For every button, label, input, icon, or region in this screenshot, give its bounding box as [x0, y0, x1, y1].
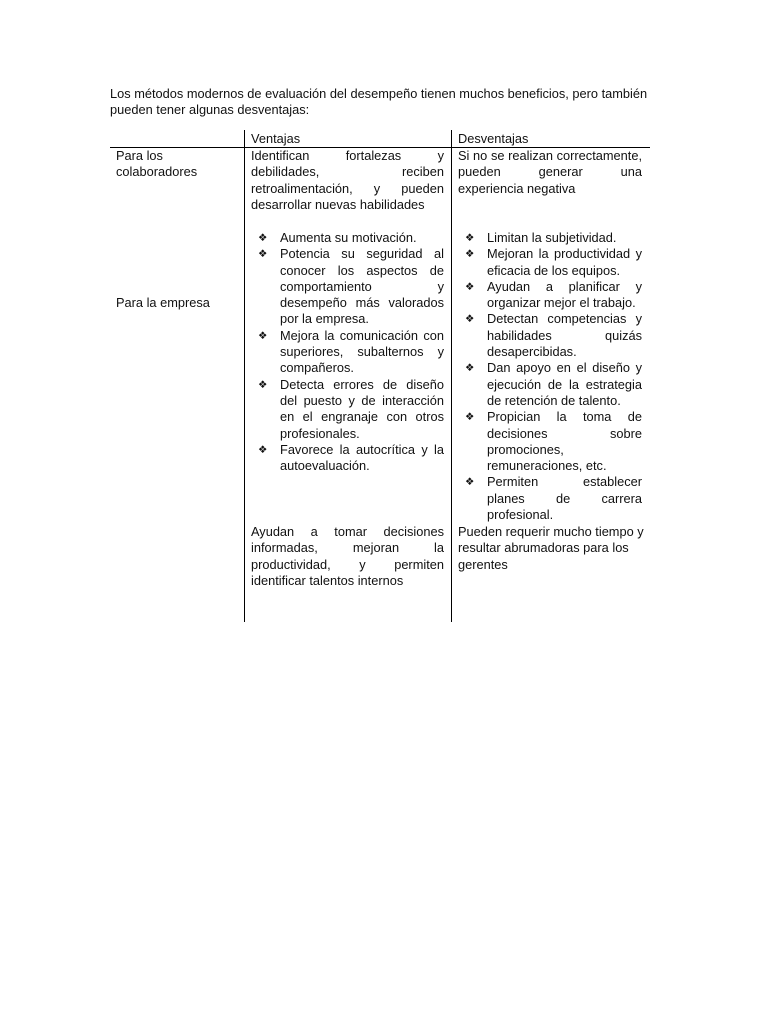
list-item: ❖ Limitan la subjetividad.: [465, 230, 617, 245]
column-divider-left: [244, 130, 245, 622]
list-item: ❖ Propician la toma de decisiones sobre promociones, remuneraciones, etc.: [465, 409, 642, 474]
list-item: ❖ Potencia su seguridad al conocer los aspectos de comportamiento y desempeño más valorados por la empresa.: [258, 246, 444, 327]
bullet-diamond-icon: ❖: [465, 232, 475, 244]
list-item: ❖ Mejoran la productividad y eficacia de los equipos.: [465, 246, 642, 278]
list-item: ❖ Favorece la autocrítica y la autoevaluación.: [258, 441, 444, 474]
bullet-diamond-icon: ❖: [258, 232, 268, 244]
ventajas-empresa-tail: identificar talentos internos: [251, 572, 404, 588]
ventajas-empresa-text: [251, 524, 444, 589]
header-ventajas: Ventajas: [251, 131, 301, 146]
bullet-diamond-icon: ❖: [465, 411, 475, 424]
bullet-diamond-icon: ❖: [258, 378, 268, 391]
list-item: ❖ Ayudan a planificar y organizar mejor el trabajo.: [465, 278, 642, 311]
list-item: ❖ Dan apoyo en el diseño y ejecución de la estrategia de retención de talento.: [465, 360, 642, 408]
desventajas-colaboradores-body: Si no se realizan correctamente, pueden generar una: [458, 148, 642, 180]
list-item: ❖ Aumenta su motivación.: [258, 230, 417, 245]
list-item: ❖ Detecta errores de diseño del puesto y de interacción en el engranaje con otros profesionales.: [258, 376, 444, 441]
desventajas-colaboradores-tail: experiencia negativa: [458, 180, 576, 196]
bullet-diamond-icon: ❖: [465, 280, 475, 293]
intro-paragraph: Los métodos modernos de evaluación del desempeño tienen muchos beneficios, pero también pueden tener algunas desventajas:: [110, 86, 648, 118]
desventajas-colaboradores-text: [458, 148, 642, 197]
bullet-diamond-icon: ❖: [465, 476, 475, 489]
column-divider-right: [451, 130, 452, 622]
bullet-diamond-icon: ❖: [465, 248, 475, 261]
row-label-colaboradores: Para los colaboradores: [116, 148, 198, 180]
list-item: ❖ Permiten establecer planes de carrera profesional.: [465, 474, 642, 523]
desventajas-empresa-text: Pueden requerir mucho tiempo y resultar abrumadoras para los gerentes: [458, 524, 644, 572]
desventajas-bullet-list: [458, 230, 642, 523]
ventajas-colaboradores-text: [251, 148, 444, 213]
row-label-empresa: Para la empresa: [116, 295, 210, 310]
bullet-diamond-icon: ❖: [258, 248, 268, 261]
bullet-diamond-icon: ❖: [258, 443, 268, 456]
list-item: ❖ Detectan competencias y habilidades quizás desapercibidas.: [465, 311, 642, 360]
ventajas-colaboradores-body: Identifican fortalezas y debilidades, reciben retroalimentación, y pueden: [251, 148, 444, 196]
bullet-diamond-icon: ❖: [258, 329, 268, 342]
ventajas-colaboradores-tail: desarrollar nuevas habilidades: [251, 196, 425, 212]
ventajas-bullet-list: [251, 230, 444, 474]
bullet-diamond-icon: ❖: [465, 313, 475, 326]
ventajas-empresa-body: Ayudan a tomar decisiones informadas, mejoran la productividad, y permiten: [251, 524, 444, 572]
bullet-diamond-icon: ❖: [465, 362, 475, 375]
list-item: ❖ Mejora la comunicación con superiores, subalternos y compañeros.: [258, 327, 444, 376]
header-desventajas: Desventajas: [458, 131, 529, 146]
